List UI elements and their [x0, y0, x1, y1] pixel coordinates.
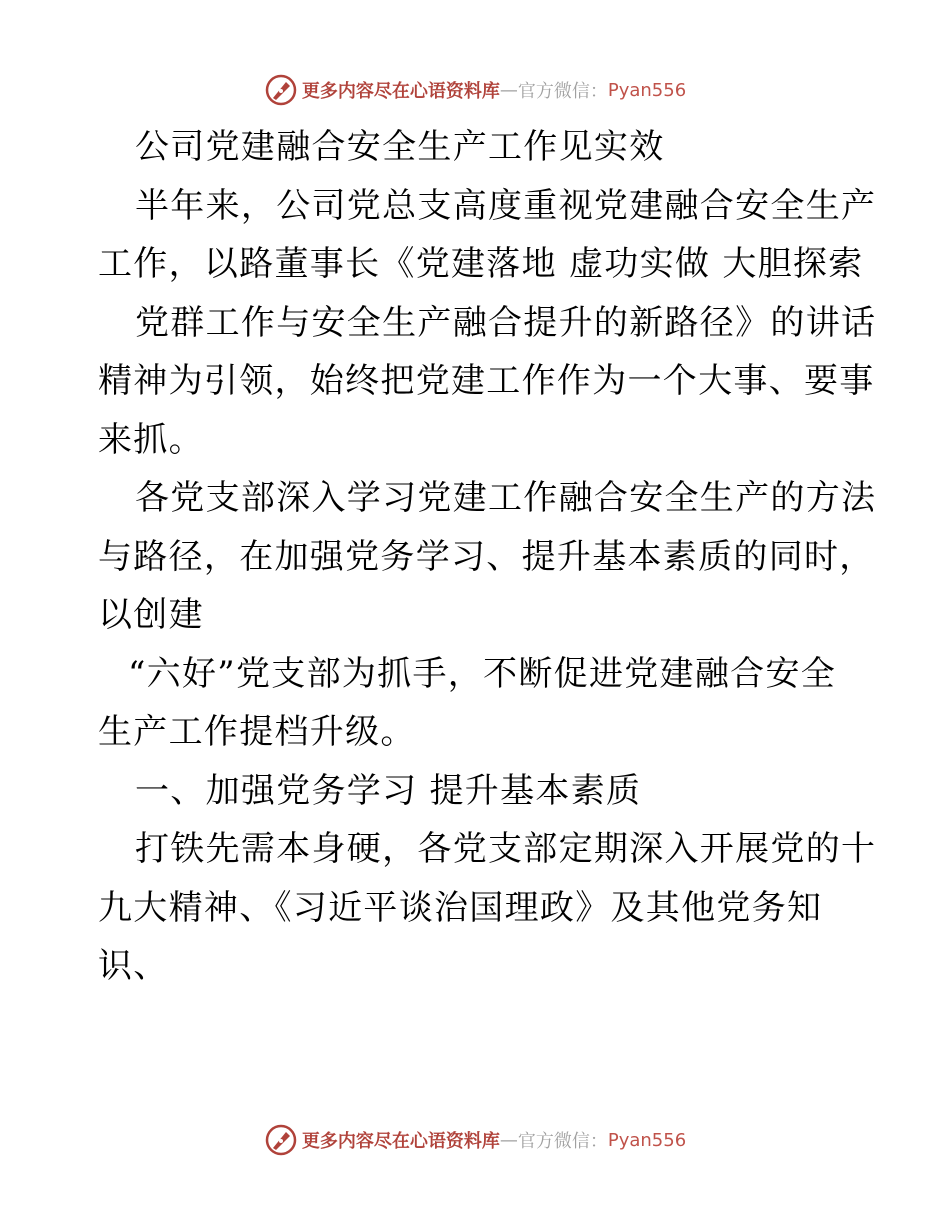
- paragraph-line: 来抓。: [98, 419, 204, 460]
- paragraph-line: 各党支部深入学习党建工作融合安全生产的方法: [135, 478, 877, 518]
- watermark-wechat-id: Pyan556: [607, 79, 687, 101]
- paragraph-line: 以创建: [98, 595, 204, 635]
- document-title: 公司党建融合安全生产工作见实效: [135, 127, 665, 167]
- watermark-prefix: 更多内容尽在心语资料库: [301, 81, 500, 102]
- paragraph-line: 识、: [98, 946, 169, 986]
- paragraph-line: 生产工作提档升级。: [98, 712, 416, 752]
- watermark-dash: —: [499, 1129, 518, 1151]
- paragraph-line: 工作，以路董事长《党建落地 虚功实做 大胆探索: [98, 244, 864, 284]
- paragraph-line: 打铁先需本身硬，各党支部定期深入开展党的十: [135, 829, 877, 869]
- header-watermark: [0, 70, 950, 110]
- paragraph-line: 与路径，在加强党务学习、提升基本素质的同时，: [98, 536, 875, 577]
- paragraph-line: 九大精神、《习近平谈治国理政》及其他党务知: [98, 887, 823, 928]
- watermark-suffix: 官方微信：: [517, 81, 608, 102]
- paragraph-line: “六好”党支部为抓手，不断促进党建融合安全: [128, 653, 837, 694]
- watermark-dash: —: [499, 79, 518, 101]
- paragraph-line: 半年来，公司党总支高度重视党建融合安全生产: [135, 185, 877, 226]
- footer-watermark: [0, 1120, 950, 1160]
- watermark-wechat-id: Pyan556: [607, 1129, 687, 1151]
- section-heading: 一、加强党务学习 提升基本素质: [135, 770, 642, 811]
- watermark-prefix: 更多内容尽在心语资料库: [301, 1131, 500, 1152]
- paragraph-line: 精神为引领，始终把党建工作作为一个大事、要事: [98, 361, 875, 401]
- paragraph-line: 党群工作与安全生产融合提升的新路径》的讲话: [135, 302, 877, 343]
- pen-nib-logo-icon: [264, 1123, 298, 1157]
- document-body: [98, 118, 877, 996]
- watermark-suffix: 官方微信：: [517, 1131, 608, 1152]
- pen-nib-logo-icon: [264, 73, 298, 107]
